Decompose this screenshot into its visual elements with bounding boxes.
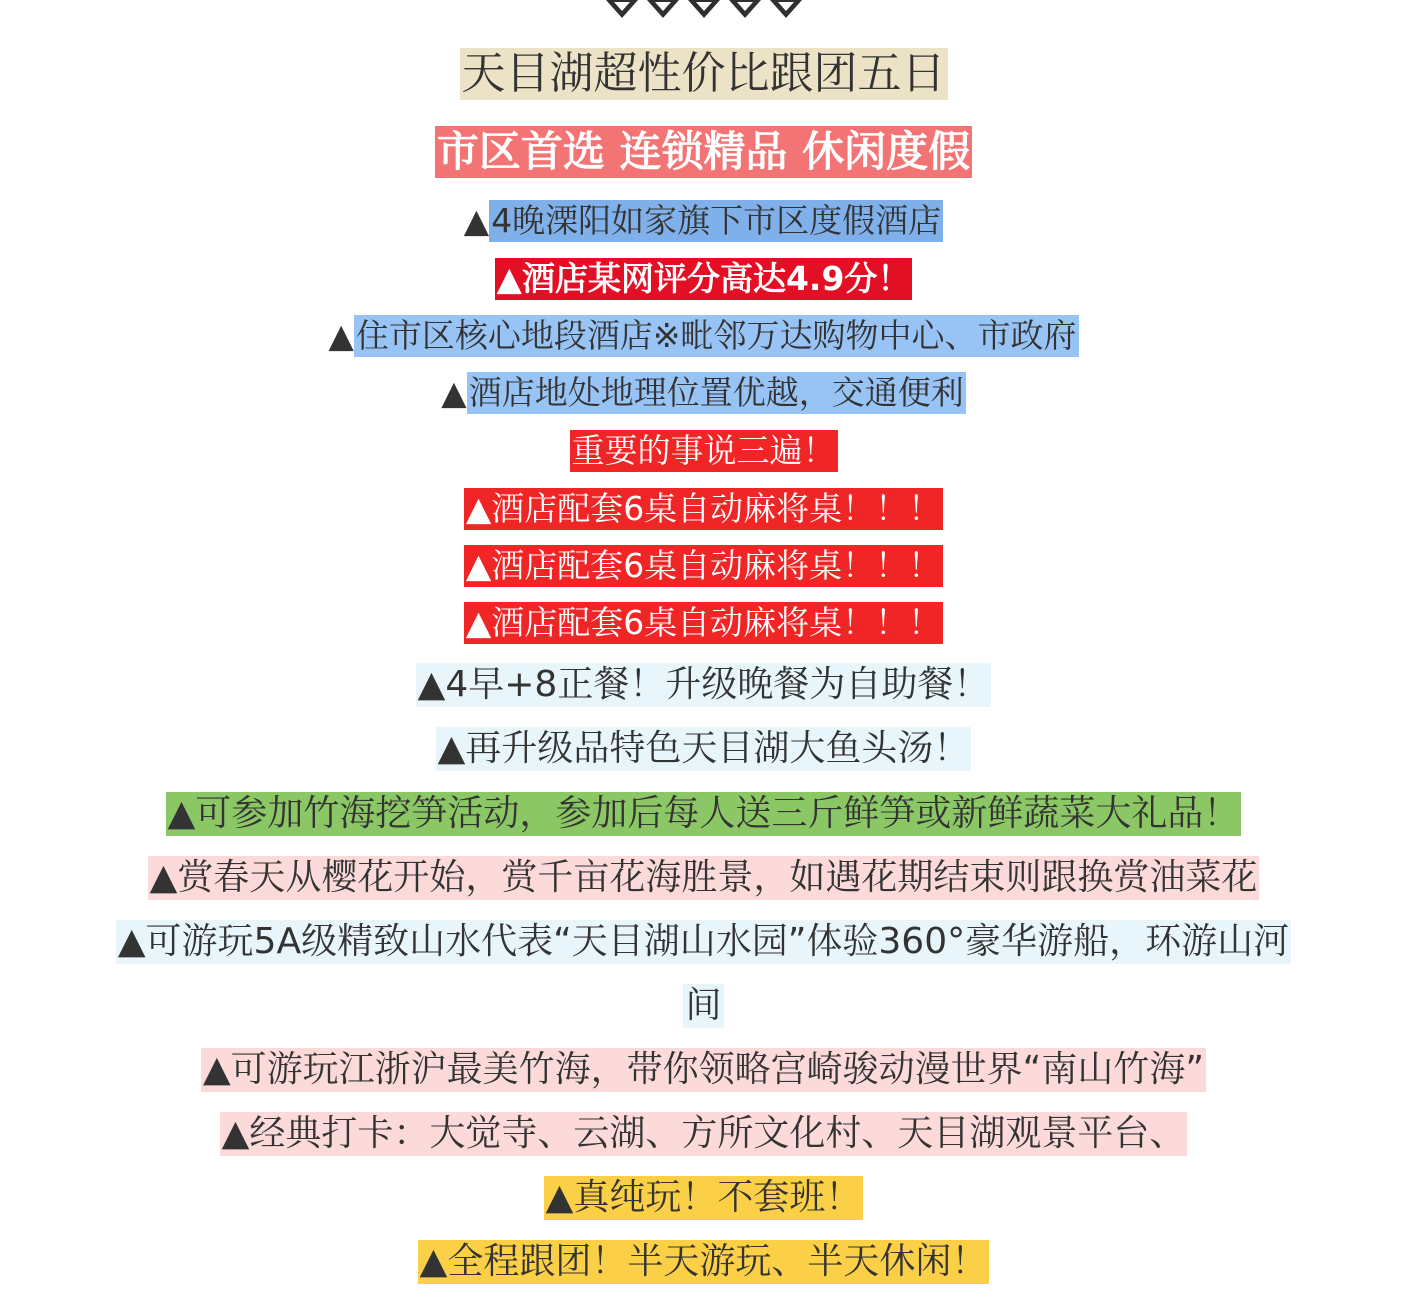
bullet-triangle: ▲	[463, 201, 490, 240]
highlight-line-bamboo-sea	[0, 1048, 1407, 1092]
highlight-line-full-tour	[0, 1240, 1407, 1284]
highlight-line-location	[0, 315, 1407, 357]
highlight-text: ▲酒店配套6桌自动麻将桌！！！	[465, 546, 942, 585]
highlight-text: 住市区核心地段酒店※毗邻万达购物中心、市政府	[355, 316, 1077, 355]
highlight-line-mahjong-3	[0, 602, 1407, 644]
highlight-text: ▲可参加竹海挖笋活动，参加后每人送三斤鲜笋或新鲜蔬菜大礼品！	[167, 793, 1240, 834]
highlight-text: ▲可游玩江浙沪最美竹海，带你领略宫崎骏动漫世界“南山竹海”	[203, 1049, 1204, 1090]
subtitle: 市区首选 连锁精品 休闲度假	[436, 127, 971, 176]
highlight-line-rating	[0, 258, 1407, 300]
highlight-line-lake-park	[0, 920, 1407, 964]
highlight-text: ▲真纯玩！不套班！	[545, 1177, 862, 1218]
highlight-text: 重要的事说三遍！	[571, 431, 836, 470]
highlight-text: ▲酒店配套6桌自动麻将桌！！！	[465, 603, 942, 642]
page-title-line	[0, 48, 1407, 100]
diamond-drop-icon	[770, 0, 802, 18]
highlight-line-fish-soup	[0, 727, 1407, 771]
highlight-line-mahjong-1	[0, 488, 1407, 530]
highlight-text: ▲全程跟团！半天游玩、半天休闲！	[419, 1241, 988, 1282]
highlight-line-important	[0, 430, 1407, 472]
subtitle-line	[0, 126, 1407, 178]
highlight-text: ▲酒店某网评分高达4.9分！	[496, 259, 911, 298]
highlight-text: 酒店地处地理位置优越，交通便利	[468, 373, 964, 412]
page-title: 天目湖超性价比跟团五日	[461, 48, 946, 99]
top-decoration	[0, 0, 1407, 22]
bullet-triangle: ▲	[441, 373, 467, 412]
highlight-text: ▲再升级品特色天目湖大鱼头汤！	[437, 728, 970, 769]
highlight-line-hotel	[0, 200, 1407, 242]
highlight-text: ▲4早+8正餐！升级晚餐为自助餐！	[417, 664, 990, 705]
diamond-drop-icon	[729, 0, 761, 18]
diamond-drop-icon	[647, 0, 679, 18]
highlight-line-checkin	[0, 1112, 1407, 1156]
highlight-text: ▲可游玩5A级精致山水代表“天目湖山水园”体验360°豪华游船，环游山河	[117, 921, 1290, 962]
highlight-text: ▲酒店配套6桌自动麻将桌！！！	[465, 489, 942, 528]
highlight-line-meals	[0, 663, 1407, 707]
highlight-line-bamboo-shoots	[0, 792, 1407, 836]
highlight-text: 4晚溧阳如家旗下市区度假酒店	[491, 201, 942, 240]
highlight-line-pure-play	[0, 1176, 1407, 1220]
highlight-text: 间	[685, 985, 722, 1026]
highlight-text: ▲经典打卡：大觉寺、云湖、方所文化村、天目湖观景平台、	[221, 1113, 1186, 1154]
diamond-drop-icon	[688, 0, 720, 18]
bullet-triangle: ▲	[328, 316, 354, 355]
highlight-text: ▲赏春天从樱花开始，赏千亩花海胜景，如遇花期结束则跟换赏油菜花	[149, 857, 1258, 898]
highlight-line-flowers	[0, 856, 1407, 900]
diamond-drop-icon	[606, 0, 638, 18]
highlight-line-lake-park-cont	[0, 984, 1407, 1028]
highlight-line-mahjong-2	[0, 545, 1407, 587]
highlight-line-transport	[0, 372, 1407, 414]
